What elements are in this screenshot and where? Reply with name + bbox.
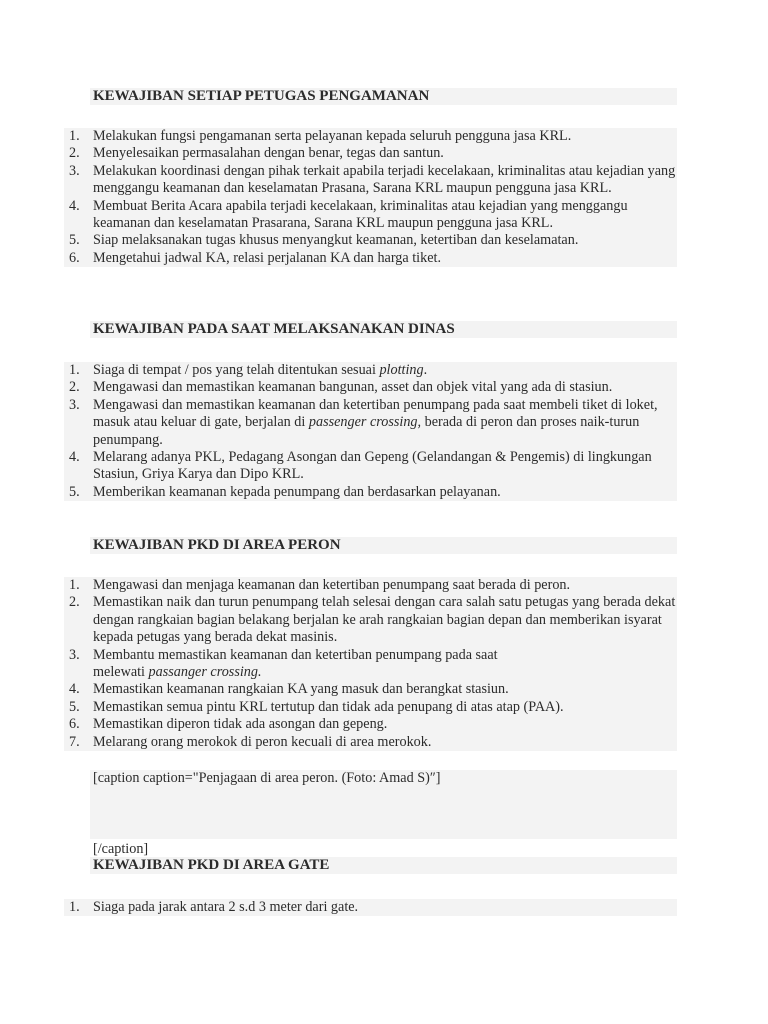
list-item: 3. Melakukan koordinasi dengan pihak terkait apabila terjadi kecelakaan, kriminalitas atau kejadian yang menggangu keamanan dan keselamatan Prasana, Sarana KRL maupun pengguna jasa KRL. xyxy=(69,162,676,197)
list-melaksanakan-dinas xyxy=(64,362,677,501)
section-heading-petugas-pengamanan: KEWAJIBAN SETIAP PETUGAS PENGAMANAN xyxy=(90,88,677,105)
list-petugas-pengamanan xyxy=(64,128,677,267)
list-item: 4. Memastikan keamanan rangkaian KA yang masuk dan berangkat stasiun. xyxy=(69,681,509,698)
list-item: 3. Membantu memastikan keamanan dan ketertiban penumpang pada saat melewati passanger crossing. xyxy=(69,646,498,681)
list-item: 6. Memastikan diperon tidak ada asongan dan gepeng. xyxy=(69,716,388,733)
list-item: 4. Membuat Berita Acara apabila terjadi kecelakaan, kriminalitas atau kejadian yang menggangu keamanan dan keselamatan Prasarana, Sarana KRL maupun pengguna jasa KRL. xyxy=(69,197,628,232)
list-item: 1. Melakukan fungsi pengamanan serta pelayanan kepada seluruh pengguna jasa KRL. xyxy=(69,128,572,144)
list-item: 4. Melarang adanya PKL, Pedagang Asongan dan Gepeng (Gelandangan & Pengemis) di lingkungan Stasiun, Griya Karya dan Dipo KRL. xyxy=(69,449,652,483)
list-item: 5. Memberikan keamanan kepada penumpang dan berdasarkan pelayanan. xyxy=(69,483,501,500)
section-heading-area-gate: KEWAJIBAN PKD DI AREA GATE xyxy=(90,857,677,874)
list-item: 7. Melarang orang merokok di peron kecuali di area merokok. xyxy=(69,733,432,750)
list-item: 6. Mengetahui jadwal KA, relasi perjalanan KA dan harga tiket. xyxy=(69,249,442,266)
list-item: 2. Menyelesaikan permasalahan dengan benar, tegas dan santun. xyxy=(69,145,444,162)
list-item: 5. Memastikan semua pintu KRL tertutup dan tidak ada penupang di atas atap (PAA). xyxy=(69,698,564,715)
list-item: 1. Siaga di tempat / pos yang telah ditentukan sesuai plotting. xyxy=(69,362,428,378)
section-heading-melaksanakan-dinas: KEWAJIBAN PADA SAAT MELAKSANAKAN DINAS xyxy=(90,321,677,338)
list-item: 2. Mengawasi dan memastikan keamanan bangunan, asset dan objek vital yang ada di stasiun. xyxy=(69,379,613,396)
list-item: 2. Memastikan naik dan turun penumpang telah selesai dengan cara salah satu petugas yang berada dekat dengan rangkaian bagian belakang berjalan ke arah rangkaian bagian depan dan memberikan isyarat kepada petugas yang berada dekat masinis. xyxy=(69,594,676,646)
section-heading-area-peron: KEWAJIBAN PKD DI AREA PERON xyxy=(90,537,677,554)
caption-close: [/caption] xyxy=(93,841,149,857)
caption-block xyxy=(90,770,677,839)
list-item: 5. Siap melaksanakan tugas khusus menyangkut keamanan, ketertiban dan keselamatan. xyxy=(69,232,579,249)
list-item: 3. Mengawasi dan memastikan keamanan dan ketertiban penumpang pada saat membeli tiket di loket, masuk atau keluar di gate, berjalan di passenger crossing, berada di peron dan proses naik-turun penumpang. xyxy=(69,396,658,448)
list-area-peron xyxy=(64,577,677,751)
list-item: 1. Mengawasi dan menjaga keamanan dan ketertiban penumpang saat berada di peron. xyxy=(69,577,571,593)
caption-open: [caption caption="Penjagaan di area peron. (Foto: Amad S)″] xyxy=(93,770,441,786)
list-item: 1. Siaga pada jarak antara 2 s.d 3 meter dari gate. xyxy=(69,899,359,915)
list-area-gate xyxy=(64,899,677,916)
